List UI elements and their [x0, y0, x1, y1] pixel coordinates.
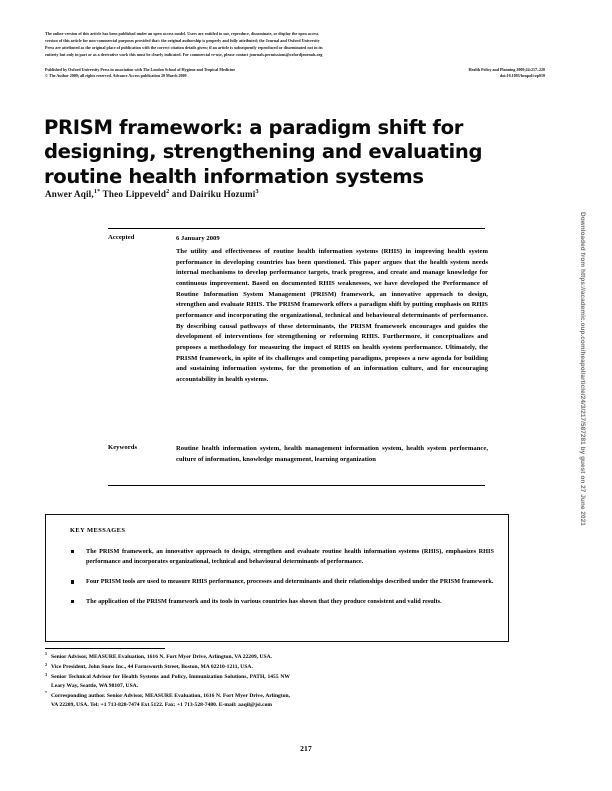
download-watermark: Downloaded from https://academic.oup.com/heapol/article/24/3/217/587281 by guest on 27 June 2021: [579, 212, 586, 526]
journal-citation-block: [45, 67, 545, 81]
footnote-item: [45, 653, 290, 662]
key-message-item: [70, 597, 494, 607]
author-marks-3: 3: [255, 188, 259, 195]
publisher-line: Published by Oxford University Press in association with The London School of Hygiene and Tropical Medicine: [45, 66, 235, 72]
author-name-2: Theo Lippeveld: [100, 189, 167, 200]
footnote-text: Vice President, John Snow Inc., 44 Farnsworth Street, Boston, MA 02210-1211, USA.: [51, 664, 253, 671]
copyright-line: © The Author 2009; all rights reserved. Advance Access publication 20 March 2009: [45, 73, 187, 79]
key-messages-heading: KEY MESSAGES: [70, 527, 126, 534]
footnote-list: [45, 653, 290, 711]
keywords-row: [108, 444, 488, 465]
abstract-text: The utility and effectiveness of routine health information systems (RHIS) in improving health system performance in developing countries has been questioned. This paper argues that the health system needs internal mechanisms to develop performance targets, track progress, and create and manage knowledge for continuous improvement. Based on documented RHIS weaknesses, we have developed the Performance of Routine Information System Management (PRISM) framework, an innovative approach to design, strengthen and evaluate RHIS. The PRISM framework offers a paradigm shift by putting emphasis on RHIS performance and incorporating the organizational, technical and behavioural determinants of performance. By describing causal pathways of these determinants, the PRISM framework encourages and guides the development of interventions for strengthening or reforming RHIS. Furthermore, it conceptualizes and proposes a methodology for measuring the impact of RHIS on health system performance. Ultimately, the PRISM framework, in spite of its challenges and competing paradigms, proposes a new agenda for building and sustaining information systems, for the promotion of an information culture, and for encouraging accountability in health systems.: [176, 248, 488, 384]
accepted-label: Accepted: [108, 234, 135, 241]
open-access-legal-notice: [45, 31, 545, 59]
square-bullet-icon: [71, 600, 74, 603]
author-list: [45, 188, 515, 199]
footnote-marker: 3: [45, 671, 48, 677]
footnote-text: Senior Advisor, MEASURE Evaluation, 1616 N. Fort Myer Drive, Arlington, VA 22209, USA.: [51, 654, 273, 660]
author-marks-1: 1*: [93, 188, 101, 195]
author-name-1: Anwer Aqil,: [45, 189, 94, 200]
abstract-bottom-rule: [108, 485, 485, 486]
footnote-item: [45, 663, 290, 672]
square-bullet-icon: [71, 580, 74, 583]
accepted-date: 6 January 2009: [176, 235, 220, 242]
footnote-marker: 1: [45, 651, 48, 657]
footnote-text: Senior Technical Advisor for Health Systems and Policy, Immunization Solutions, PATH, 1455 NW Leary Way, Seattle, WA 98107, USA.: [51, 674, 290, 689]
key-message-item: [70, 547, 494, 568]
legal-line-2: version of this article for non-commercial purposes provided that: the original authorship is properly and fully attributed; the Journal and Oxford University: [45, 37, 320, 43]
abstract-top-rule: [108, 228, 485, 229]
footnote-item: [45, 673, 290, 690]
key-messages-list: [70, 547, 494, 617]
abstract-label: [108, 247, 176, 386]
key-message-text: The PRISM framework, an innovative approach to design, strengthen and evaluate routine health information systems (RHIS), emphasizes RHIS performance and incorporates organizational, technical and behavioural determinants of performance.: [86, 548, 494, 566]
keywords-text: Routine health information system, health management information system, health system performance, culture of information, knowledge management, learning organization: [176, 445, 488, 463]
footnote-separator-rule: [45, 648, 165, 649]
key-message-text: Four PRISM tools are used to measure RHIS performance, processes and determinants and their relationships described under the PRISM framework.: [86, 578, 494, 586]
author-marks-2: 2: [166, 188, 170, 195]
legal-line-3: Press are attributed as the original place of publication with the correct citation details given; if an article is subsequently reproduced or disseminated not in its: [45, 44, 323, 50]
keywords-label: Keywords: [108, 444, 138, 451]
legal-line-4: entirety but only in part or as a derivative work this must be clearly indicated. For commercial re-use, please contact journals.permissions@oxfordjournals.org: [45, 51, 323, 57]
page-title: PRISM framework: a paradigm shift for designing, strengthening and evaluating routine health information systems: [44, 116, 483, 188]
author-name-3: and Dairiku Hozumi: [169, 189, 256, 200]
key-message-text: The application of the PRISM framework and its tools in various countries has shown that they produce consistent and valid results.: [86, 598, 442, 606]
footnote-item-corresponding-author: [45, 692, 290, 709]
footnote-marker: *: [45, 690, 48, 696]
key-message-item: [70, 577, 494, 587]
footnote-text: Corresponding author. Senior Advisor, MEASURE Evaluation, 1616 N. Fort Myer Drive, Arlington, VA 22209, USA. Tel: +1 713-828-7474 Ext 5122. Fax: +1 713-528-7480. E-mail: aaqil@jsi.com: [51, 693, 290, 708]
abstract-row: [108, 247, 488, 386]
doi-text: doi:10.1093/heapol/czp010: [499, 73, 545, 79]
accepted-row: [108, 234, 488, 245]
key-messages-box: [45, 514, 509, 642]
square-bullet-icon: [71, 550, 74, 553]
legal-line-1: The online version of this article has been published under an open access model. Users are entitled to use, reproduce, disseminate, or display the open access: [45, 31, 319, 36]
footnote-marker: 2: [45, 661, 48, 667]
page-number: 217: [300, 744, 312, 753]
journal-citation: Health Policy and Planning 2009;24:217–228: [468, 66, 545, 72]
